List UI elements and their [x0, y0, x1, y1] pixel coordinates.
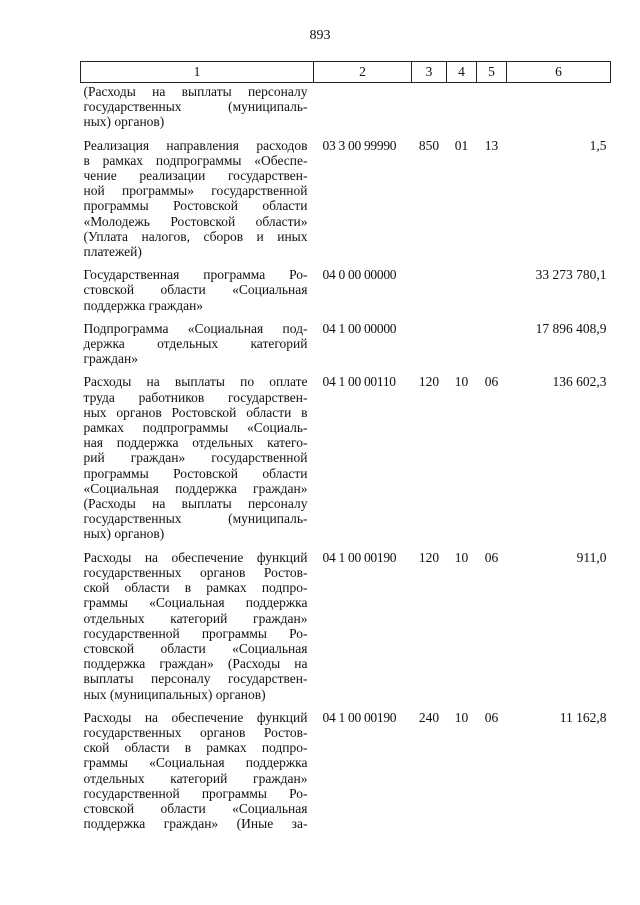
row-name-line: граммы «Социальная поддержка: [83, 755, 308, 771]
row-name-line: ных) органов): [83, 114, 165, 130]
row-name-line: государственных (муниципаль-: [83, 511, 308, 527]
table-row: [81, 267, 611, 321]
row-name-line: государственных (муниципаль-: [83, 99, 308, 115]
row-name-line: граммы «Социальная поддержка: [83, 595, 308, 611]
row-name-line: в рамках подпрограммы «Обеспе-: [83, 152, 308, 168]
row-name-line: труда работников государствен-: [83, 389, 308, 405]
row-name-line: Расходы на обеспечение функций: [83, 549, 308, 565]
table-row: [81, 138, 611, 268]
column-header-code: 2: [314, 62, 412, 83]
row-name-line: (Уплата налогов, сборов и иных: [83, 228, 308, 244]
row-name-line: ской области в рамках подпро-: [83, 740, 308, 756]
table-row: [81, 321, 611, 375]
row-expense-type-cell: 120: [418, 374, 440, 390]
row-subsection-cell: 06: [484, 374, 499, 390]
row-subsection-cell: 06: [484, 709, 499, 725]
row-name-line: поддержка граждан» (Расходы на: [83, 656, 308, 672]
row-expense-type-cell: [412, 83, 447, 138]
row-name-cell: [81, 267, 314, 321]
row-name-line: ная поддержка отдельных катего-: [83, 435, 308, 451]
row-name-line: граждан»: [83, 351, 138, 367]
row-code-cell: [314, 83, 412, 138]
row-subsection-cell: [477, 267, 507, 321]
row-subsection-cell: 13: [484, 137, 499, 153]
row-name-line: ных) органов): [83, 526, 165, 542]
row-name-cell: [81, 321, 314, 375]
row-subsection-cell: [477, 83, 507, 138]
row-name-line: стовской области «Социальная: [83, 800, 308, 816]
row-section-cell: 01: [454, 137, 469, 153]
row-expense-type-cell: 850: [418, 137, 440, 153]
row-name-line: держка отдельных категорий: [83, 336, 308, 352]
row-name-line: платежей): [83, 244, 142, 260]
row-expense-type-cell: [412, 267, 447, 321]
row-name-line: Государственная программа Ро-: [83, 267, 308, 283]
row-name-line: чение реализации государствен-: [83, 168, 308, 184]
row-name-line: Реализация направления расходов: [83, 137, 308, 153]
row-name-line: Расходы на обеспечение функций: [83, 709, 308, 725]
row-name-line: стовской области «Социальная: [83, 282, 308, 298]
row-name-line: программы Ростовской области: [83, 465, 308, 481]
table-body: [81, 83, 611, 840]
row-name-line: рий граждан» государственной: [83, 450, 308, 466]
row-amount-cell: 1,5: [589, 137, 607, 153]
row-name-cell: [81, 710, 314, 840]
row-expense-type-cell: 240: [418, 709, 440, 725]
row-code-cell: 04 1 00 00110: [322, 374, 396, 390]
row-name-line: стовской области «Социальная: [83, 640, 308, 656]
row-section-cell: 10: [454, 549, 469, 565]
row-section-cell: 10: [454, 374, 469, 390]
row-name-line: Расходы на выплаты по оплате: [83, 374, 308, 390]
row-code-cell: 03 3 00 99990: [322, 137, 397, 153]
row-name-line: отдельных категорий граждан»: [83, 610, 308, 626]
row-name-line: (Расходы на выплаты персоналу: [83, 84, 308, 99]
row-name-line: Подпрограмма «Социальная под-: [83, 320, 308, 336]
row-name-line: государственных органов Ростов-: [83, 724, 308, 740]
row-amount-cell: [507, 83, 611, 138]
row-name-line: (Расходы на выплаты персоналу: [83, 496, 308, 512]
row-name-line: «Социальная поддержка граждан»: [83, 480, 308, 496]
row-name-line: государственных органов Ростов-: [83, 564, 308, 580]
row-subsection-cell: [477, 321, 507, 375]
row-name-cell: [81, 138, 314, 268]
row-section-cell: [447, 83, 477, 138]
row-name-line: поддержка граждан» (Иные за-: [83, 816, 308, 832]
table-row: [81, 83, 611, 138]
table-header-row: [81, 62, 611, 83]
table-row: [81, 374, 611, 549]
row-amount-cell: 33 273 780,1: [535, 267, 607, 283]
row-name-line: государственной программы Ро-: [83, 785, 308, 801]
page-number: 893: [309, 28, 331, 43]
budget-table: [80, 61, 611, 839]
column-header-section: 4: [447, 62, 477, 83]
column-header-subsection: 5: [477, 62, 507, 83]
row-name-line: ных органов Ростовской области в: [83, 404, 308, 420]
column-header-expense-type: 3: [412, 62, 447, 83]
row-name-line: ных (муниципальных) органов): [83, 686, 266, 702]
row-name-line: поддержка граждан»: [83, 297, 204, 313]
row-code-cell: 04 1 00 00000: [322, 320, 397, 336]
row-subsection-cell: 06: [484, 549, 499, 565]
row-name-line: программы Ростовской области: [83, 198, 308, 214]
row-name-line: отдельных категорий граждан»: [83, 770, 308, 786]
row-name-cell: [81, 374, 314, 549]
row-amount-cell: 17 896 408,9: [535, 320, 607, 336]
row-expense-type-cell: [412, 321, 447, 375]
row-name-cell: [81, 83, 314, 138]
row-name-line: рамках подпрограммы «Социаль-: [83, 420, 308, 436]
row-name-line: ной программы» государственной: [83, 183, 308, 199]
row-amount-cell: 911,0: [576, 549, 607, 565]
row-name-line: выплаты персоналу государствен-: [83, 671, 308, 687]
column-header-amount: 6: [507, 62, 611, 83]
row-section-cell: [447, 321, 477, 375]
table-row: [81, 710, 611, 840]
column-header-name: 1: [81, 62, 314, 83]
row-name-line: государственной программы Ро-: [83, 625, 308, 641]
row-section-cell: 10: [454, 709, 469, 725]
row-code-cell: 04 0 00 00000: [322, 267, 397, 283]
row-name-line: «Молодежь Ростовской области»: [83, 213, 308, 229]
row-section-cell: [447, 267, 477, 321]
row-name-line: ской области в рамках подпро-: [83, 580, 308, 596]
row-amount-cell: 11 162,8: [559, 709, 607, 725]
table-row: [81, 550, 611, 710]
row-amount-cell: 136 602,3: [552, 374, 607, 390]
row-code-cell: 04 1 00 00190: [322, 709, 397, 725]
row-code-cell: 04 1 00 00190: [322, 549, 397, 565]
row-expense-type-cell: 120: [418, 549, 440, 565]
row-name-cell: [81, 550, 314, 710]
